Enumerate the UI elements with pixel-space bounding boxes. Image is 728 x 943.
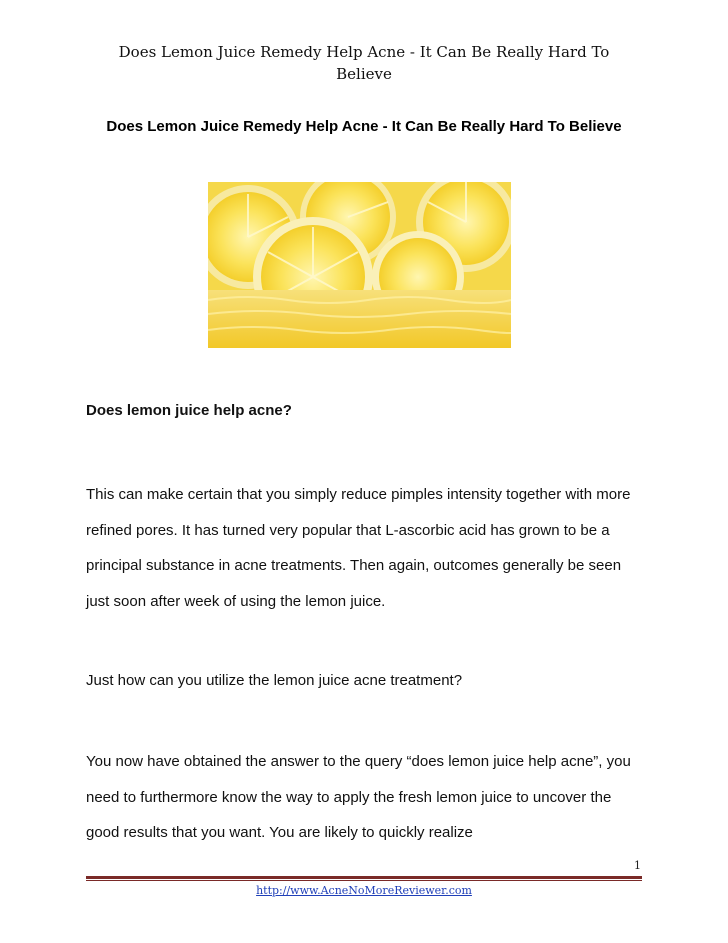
paragraph-1: This can make certain that you simply reduce pimples intensity together with more refined pores. It has turned very popular that L-ascorbic acid has grown to be a principal substance in acne treatments. Then again, outcomes generally be seen just soon after week of using the lemon juice.: [86, 486, 631, 610]
section-heading-does-lemon-juice-help-acne: Does lemon juice help acne?: [86, 402, 292, 419]
footer-website-link[interactable]: http://www.AcneNoMoreReviewer.com: [256, 884, 472, 897]
footer-rule-thick: [86, 876, 642, 879]
lemon-slices-icon: [208, 182, 511, 348]
running-header: Does Lemon Juice Remedy Help Acne - It Can Be Really Hard To Believe: [118, 43, 610, 83]
page-number: 1: [634, 859, 641, 872]
document-title: Does Lemon Juice Remedy Help Acne - It Can Be Really Hard To Believe: [106, 118, 622, 135]
footer-rule-thin: [86, 880, 642, 881]
section-question-how-to-use: Just how can you utilize the lemon juice acne treatment?: [86, 672, 463, 689]
lemon-slices-photo: [208, 182, 511, 348]
paragraph-2: You now have obtained the answer to the query “does lemon juice help acne”, you need to furthermore know the way to apply the fresh lemon juice to uncover the good results that you want. You are likely to quickly realize: [86, 753, 631, 841]
